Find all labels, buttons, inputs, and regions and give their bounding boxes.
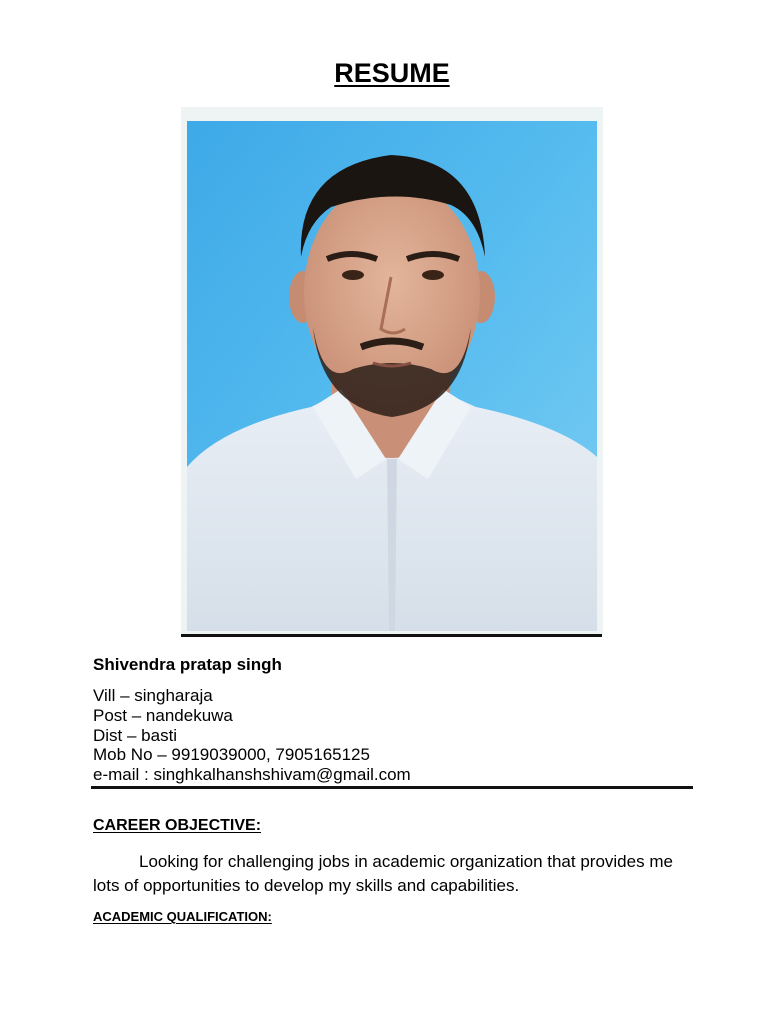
address-district: Dist – basti [93,725,178,745]
page-title: RESUME [334,58,450,88]
mobile-number: Mob No – 9919039000, 7905165125 [93,745,370,765]
career-objective-text: Looking for challenging jobs in academic organization that provides me lots of opportunities to develop my skills and capabilities. [93,852,673,895]
academic-qualification-heading: ACADEMIC QUALIFICATION: [93,909,272,924]
photo-underline [181,634,602,637]
candidate-name: Shivendra pratap singh [93,655,282,674]
email-address: e-mail : singhkalhanshshivam@gmail.com [93,765,411,785]
section-divider [91,786,693,789]
career-objective-heading: CAREER OBJECTIVE: [93,817,262,834]
address-village: Vill – singharaja [93,686,213,705]
address-post: Post – nandekuwa [93,705,233,725]
contact-address-block [93,686,411,785]
portrait-photo [181,107,603,635]
